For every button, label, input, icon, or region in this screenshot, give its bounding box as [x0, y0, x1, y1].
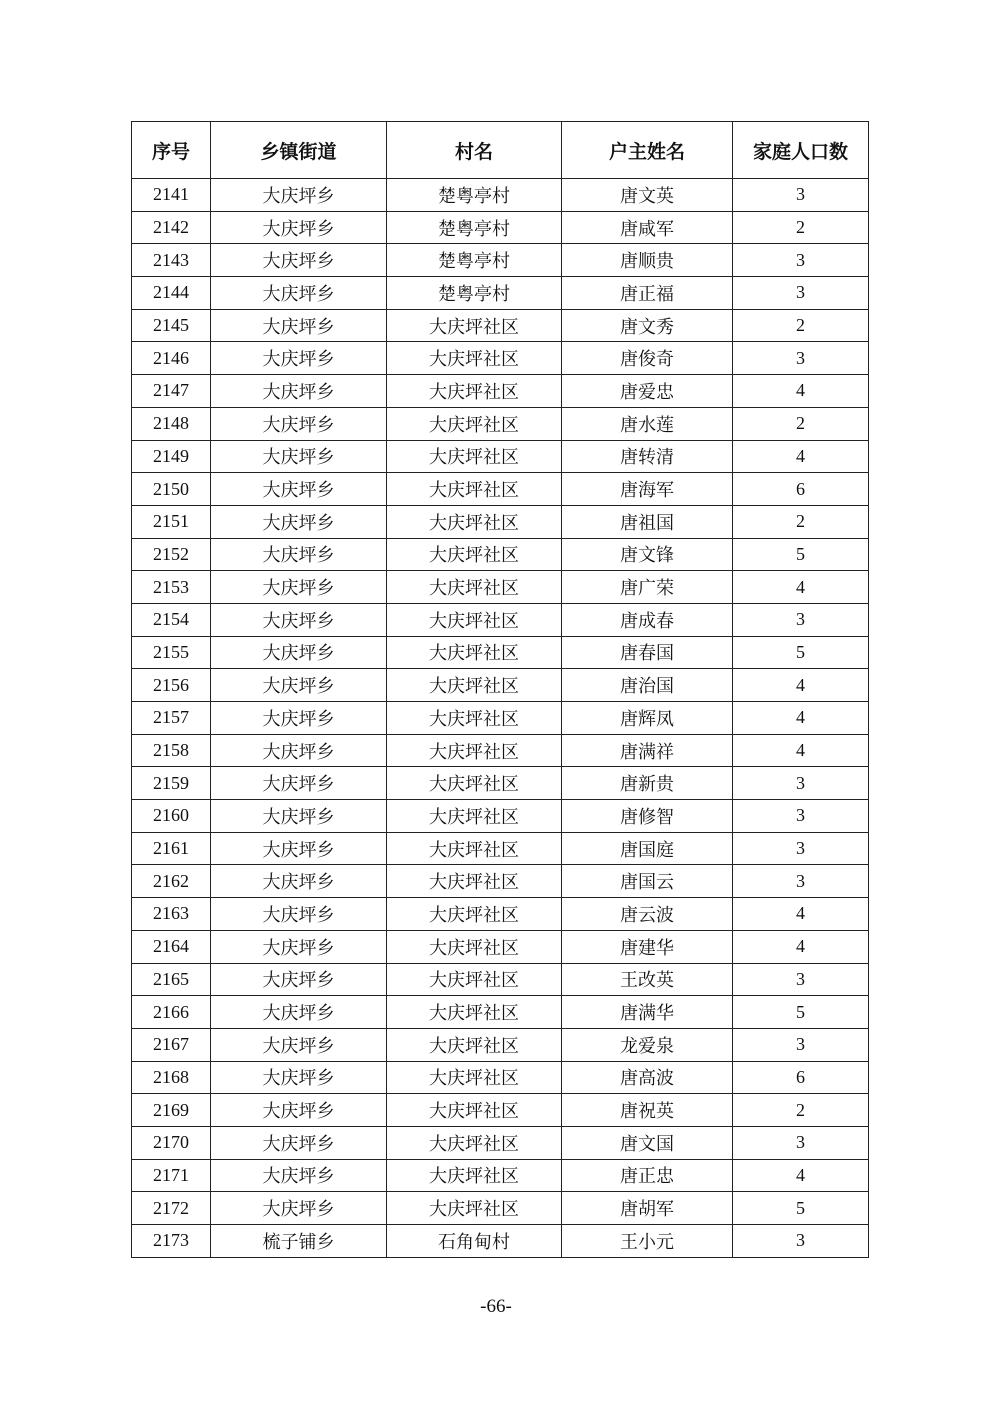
cell-township: 大庆坪乡	[211, 538, 387, 571]
table-row	[132, 1061, 869, 1094]
cell-family-size: 5	[733, 636, 869, 669]
cell-serial: 2146	[132, 342, 211, 375]
cell-householder: 唐爱忠	[562, 375, 733, 408]
table-row	[132, 211, 869, 244]
cell-township: 大庆坪乡	[211, 1192, 387, 1225]
cell-serial: 2157	[132, 702, 211, 735]
cell-householder: 王改英	[562, 963, 733, 996]
cell-township: 大庆坪乡	[211, 244, 387, 277]
table-row	[132, 375, 869, 408]
cell-serial: 2143	[132, 244, 211, 277]
cell-family-size: 3	[733, 603, 869, 636]
cell-householder: 唐文锋	[562, 538, 733, 571]
table-row	[132, 1028, 869, 1061]
cell-village: 大庆坪社区	[387, 767, 562, 800]
cell-householder: 唐祝英	[562, 1094, 733, 1127]
cell-township: 大庆坪乡	[211, 832, 387, 865]
cell-serial: 2149	[132, 440, 211, 473]
cell-householder: 唐成春	[562, 603, 733, 636]
cell-township: 大庆坪乡	[211, 407, 387, 440]
table-body	[132, 179, 869, 1258]
table-row	[132, 832, 869, 865]
cell-village: 大庆坪社区	[387, 1126, 562, 1159]
cell-householder: 唐治国	[562, 669, 733, 702]
cell-serial: 2142	[132, 211, 211, 244]
cell-village: 楚粤亭村	[387, 211, 562, 244]
table-row	[132, 963, 869, 996]
cell-serial: 2162	[132, 865, 211, 898]
cell-township: 大庆坪乡	[211, 898, 387, 931]
table-row	[132, 179, 869, 212]
cell-family-size: 3	[733, 1028, 869, 1061]
cell-householder: 唐胡军	[562, 1192, 733, 1225]
cell-householder: 唐满华	[562, 996, 733, 1029]
cell-serial: 2147	[132, 375, 211, 408]
cell-family-size: 2	[733, 211, 869, 244]
table-row	[132, 1094, 869, 1127]
header-householder: 户主姓名	[562, 122, 733, 179]
cell-householder: 唐广荣	[562, 571, 733, 604]
cell-serial: 2154	[132, 603, 211, 636]
cell-family-size: 3	[733, 1126, 869, 1159]
cell-township: 大庆坪乡	[211, 636, 387, 669]
cell-village: 大庆坪社区	[387, 309, 562, 342]
cell-householder: 唐国庭	[562, 832, 733, 865]
cell-family-size: 4	[733, 1159, 869, 1192]
cell-village: 大庆坪社区	[387, 702, 562, 735]
cell-householder: 唐辉凤	[562, 702, 733, 735]
page-number: -66-	[480, 1296, 512, 1317]
cell-township: 大庆坪乡	[211, 473, 387, 506]
table-row	[132, 407, 869, 440]
cell-family-size: 3	[733, 800, 869, 833]
cell-township: 大庆坪乡	[211, 603, 387, 636]
cell-family-size: 3	[733, 277, 869, 310]
cell-family-size: 3	[733, 865, 869, 898]
cell-householder: 唐转清	[562, 440, 733, 473]
cell-family-size: 4	[733, 702, 869, 735]
table-row	[132, 930, 869, 963]
cell-village: 大庆坪社区	[387, 930, 562, 963]
cell-township: 大庆坪乡	[211, 996, 387, 1029]
cell-householder: 唐文国	[562, 1126, 733, 1159]
table-row	[132, 865, 869, 898]
cell-village: 大庆坪社区	[387, 440, 562, 473]
cell-householder: 唐俊奇	[562, 342, 733, 375]
cell-householder: 唐文秀	[562, 309, 733, 342]
cell-village: 大庆坪社区	[387, 1094, 562, 1127]
table-row	[132, 309, 869, 342]
cell-village: 大庆坪社区	[387, 342, 562, 375]
cell-village: 大庆坪社区	[387, 636, 562, 669]
cell-township: 大庆坪乡	[211, 211, 387, 244]
household-table	[131, 121, 869, 1258]
cell-serial: 2164	[132, 930, 211, 963]
cell-family-size: 5	[733, 1192, 869, 1225]
cell-township: 大庆坪乡	[211, 277, 387, 310]
cell-householder: 唐咸军	[562, 211, 733, 244]
cell-serial: 2144	[132, 277, 211, 310]
cell-township: 大庆坪乡	[211, 930, 387, 963]
cell-village: 大庆坪社区	[387, 538, 562, 571]
table-row	[132, 1126, 869, 1159]
cell-village: 大庆坪社区	[387, 1192, 562, 1225]
cell-householder: 唐正忠	[562, 1159, 733, 1192]
cell-family-size: 4	[733, 571, 869, 604]
cell-serial: 2173	[132, 1225, 211, 1258]
table-row	[132, 734, 869, 767]
cell-township: 大庆坪乡	[211, 963, 387, 996]
cell-family-size: 5	[733, 538, 869, 571]
cell-village: 大庆坪社区	[387, 800, 562, 833]
cell-family-size: 4	[733, 734, 869, 767]
cell-householder: 唐满祥	[562, 734, 733, 767]
table-row	[132, 636, 869, 669]
cell-family-size: 2	[733, 407, 869, 440]
cell-serial: 2161	[132, 832, 211, 865]
cell-householder: 唐国云	[562, 865, 733, 898]
table-row	[132, 538, 869, 571]
cell-serial: 2145	[132, 309, 211, 342]
cell-serial: 2166	[132, 996, 211, 1029]
cell-township: 大庆坪乡	[211, 1159, 387, 1192]
cell-householder: 唐新贵	[562, 767, 733, 800]
table-row	[132, 571, 869, 604]
cell-township: 大庆坪乡	[211, 342, 387, 375]
table-row	[132, 473, 869, 506]
table-row	[132, 800, 869, 833]
cell-serial: 2152	[132, 538, 211, 571]
cell-householder: 唐祖国	[562, 505, 733, 538]
cell-family-size: 6	[733, 473, 869, 506]
cell-family-size: 6	[733, 1061, 869, 1094]
cell-township: 大庆坪乡	[211, 309, 387, 342]
cell-village: 楚粤亭村	[387, 179, 562, 212]
table-row	[132, 898, 869, 931]
cell-householder: 唐文英	[562, 179, 733, 212]
cell-serial: 2170	[132, 1126, 211, 1159]
cell-serial: 2156	[132, 669, 211, 702]
cell-serial: 2163	[132, 898, 211, 931]
cell-family-size: 3	[733, 244, 869, 277]
cell-serial: 2172	[132, 1192, 211, 1225]
table-row	[132, 342, 869, 375]
cell-family-size: 2	[733, 505, 869, 538]
cell-serial: 2155	[132, 636, 211, 669]
cell-family-size: 4	[733, 930, 869, 963]
cell-village: 大庆坪社区	[387, 832, 562, 865]
cell-householder: 唐正福	[562, 277, 733, 310]
cell-township: 大庆坪乡	[211, 669, 387, 702]
cell-township: 大庆坪乡	[211, 767, 387, 800]
table-row	[132, 603, 869, 636]
cell-village: 石角甸村	[387, 1225, 562, 1258]
header-family-size: 家庭人口数	[733, 122, 869, 179]
table-row	[132, 505, 869, 538]
cell-family-size: 3	[733, 963, 869, 996]
cell-village: 大庆坪社区	[387, 865, 562, 898]
cell-township: 大庆坪乡	[211, 1061, 387, 1094]
cell-serial: 2167	[132, 1028, 211, 1061]
table-row	[132, 669, 869, 702]
table-row	[132, 1159, 869, 1192]
cell-village: 大庆坪社区	[387, 505, 562, 538]
cell-family-size: 3	[733, 832, 869, 865]
cell-village: 大庆坪社区	[387, 963, 562, 996]
cell-householder: 唐建华	[562, 930, 733, 963]
cell-householder: 唐顺贵	[562, 244, 733, 277]
cell-township: 大庆坪乡	[211, 1028, 387, 1061]
cell-village: 大庆坪社区	[387, 996, 562, 1029]
cell-serial: 2150	[132, 473, 211, 506]
cell-householder: 唐水莲	[562, 407, 733, 440]
cell-village: 大庆坪社区	[387, 473, 562, 506]
cell-village: 大庆坪社区	[387, 375, 562, 408]
cell-township: 大庆坪乡	[211, 505, 387, 538]
cell-village: 大庆坪社区	[387, 669, 562, 702]
cell-village: 大庆坪社区	[387, 1028, 562, 1061]
table-row	[132, 702, 869, 735]
table-row	[132, 440, 869, 473]
cell-serial: 2158	[132, 734, 211, 767]
cell-serial: 2171	[132, 1159, 211, 1192]
cell-family-size: 4	[733, 440, 869, 473]
cell-householder: 龙爱泉	[562, 1028, 733, 1061]
cell-family-size: 4	[733, 375, 869, 408]
header-village: 村名	[387, 122, 562, 179]
cell-family-size: 3	[733, 342, 869, 375]
table-row	[132, 244, 869, 277]
cell-family-size: 4	[733, 898, 869, 931]
cell-family-size: 3	[733, 179, 869, 212]
cell-householder: 唐春国	[562, 636, 733, 669]
cell-serial: 2159	[132, 767, 211, 800]
header-serial: 序号	[132, 122, 211, 179]
cell-householder: 唐海军	[562, 473, 733, 506]
cell-serial: 2148	[132, 407, 211, 440]
cell-township: 大庆坪乡	[211, 1126, 387, 1159]
cell-village: 大庆坪社区	[387, 898, 562, 931]
cell-township: 大庆坪乡	[211, 800, 387, 833]
cell-village: 大庆坪社区	[387, 734, 562, 767]
cell-township: 梳子铺乡	[211, 1225, 387, 1258]
table-header-row	[132, 122, 869, 179]
cell-village: 大庆坪社区	[387, 571, 562, 604]
cell-serial: 2168	[132, 1061, 211, 1094]
cell-township: 大庆坪乡	[211, 179, 387, 212]
cell-village: 大庆坪社区	[387, 603, 562, 636]
cell-village: 大庆坪社区	[387, 1061, 562, 1094]
table-row	[132, 277, 869, 310]
cell-family-size: 2	[733, 1094, 869, 1127]
cell-township: 大庆坪乡	[211, 440, 387, 473]
cell-township: 大庆坪乡	[211, 1094, 387, 1127]
cell-serial: 2160	[132, 800, 211, 833]
cell-village: 楚粤亭村	[387, 244, 562, 277]
table-row	[132, 1225, 869, 1258]
header-township: 乡镇街道	[211, 122, 387, 179]
cell-village: 楚粤亭村	[387, 277, 562, 310]
cell-family-size: 4	[733, 669, 869, 702]
cell-serial: 2153	[132, 571, 211, 604]
cell-village: 大庆坪社区	[387, 1159, 562, 1192]
cell-township: 大庆坪乡	[211, 865, 387, 898]
cell-householder: 唐云波	[562, 898, 733, 931]
cell-serial: 2141	[132, 179, 211, 212]
cell-family-size: 3	[733, 1225, 869, 1258]
table-row	[132, 996, 869, 1029]
cell-township: 大庆坪乡	[211, 571, 387, 604]
cell-serial: 2165	[132, 963, 211, 996]
cell-householder: 唐修智	[562, 800, 733, 833]
cell-township: 大庆坪乡	[211, 734, 387, 767]
cell-serial: 2151	[132, 505, 211, 538]
cell-family-size: 2	[733, 309, 869, 342]
table-row	[132, 767, 869, 800]
table-row	[132, 1192, 869, 1225]
cell-family-size: 5	[733, 996, 869, 1029]
cell-village: 大庆坪社区	[387, 407, 562, 440]
cell-township: 大庆坪乡	[211, 375, 387, 408]
cell-householder: 唐高波	[562, 1061, 733, 1094]
cell-serial: 2169	[132, 1094, 211, 1127]
cell-family-size: 3	[733, 767, 869, 800]
cell-householder: 王小元	[562, 1225, 733, 1258]
cell-township: 大庆坪乡	[211, 702, 387, 735]
